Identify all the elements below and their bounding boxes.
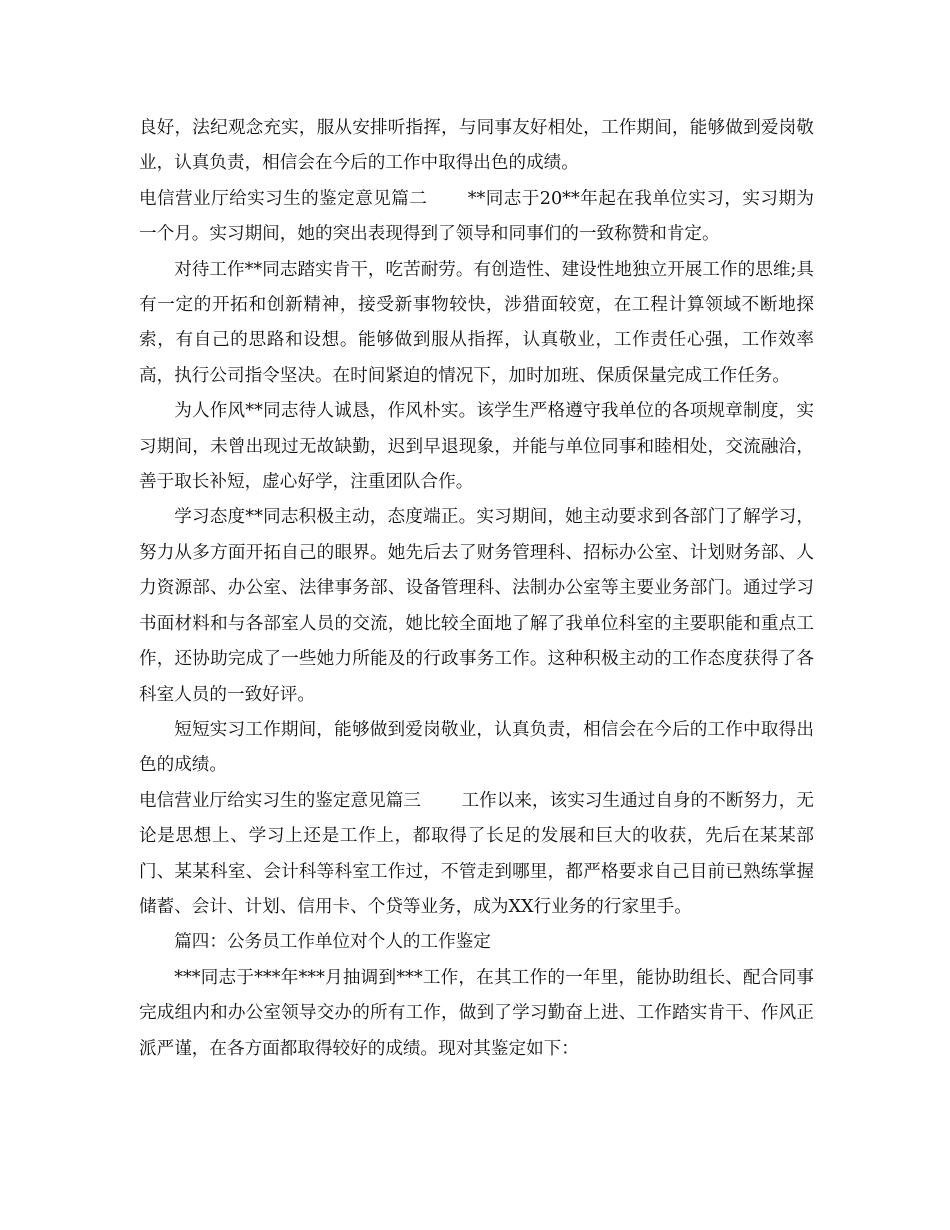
summary-paragraph — [139, 713, 814, 784]
section-heading: 电信营业厅给实习生的鉴定意见篇二 — [139, 188, 428, 209]
paragraph-text: 为人作风**同志待人诚恳，作风朴实。该学生严格遵守我单位的各项规章制度，实习期间，未曾出现过无故缺勤，迟到早退现象，并能与单位同事和睦相处，交流融洽，善于取长补短，虚心好学，注重团队合作。 — [139, 401, 814, 493]
section-heading: 电信营业厅给实习生的鉴定意见篇三 — [139, 790, 422, 811]
section-three-paragraph — [139, 784, 814, 926]
paragraph-continuation — [139, 111, 814, 182]
section-four-paragraph — [139, 961, 814, 1067]
conduct-paragraph — [139, 394, 814, 500]
section-two-paragraph — [139, 182, 814, 253]
paragraph-text: 工作以来，该实习生通过自身的不断努力，无论是思想上、学习上还是工作上，都取得了长足的发展和巨大的收获，先后在某某部门、某某科室、会计科等科室工作过，不管走到哪里，都严格要求自己目前已熟练掌握储蓄、会计、计划、信用卡、个贷等业务，成为XX行业务的行家里手。 — [139, 790, 814, 917]
paragraph-text: 良好，法纪观念充实，服从安排听指挥，与同事友好相处，工作期间，能够做到爱岗敬业，认真负责，相信会在今后的工作中取得出色的成绩。 — [139, 118, 814, 174]
learning-attitude-paragraph — [139, 500, 814, 712]
paragraph-text: ***同志于***年***月抽调到***工作，在其工作的一年里，能协助组长、配合同事完成组内和办公室领导交办的所有工作，做到了学习勤奋上进、工作踏实肯干、作风正派严谨，在各方面都取得较好的成绩。现对其鉴定如下： — [139, 967, 814, 1059]
paragraph-text: 篇四：公务员工作单位对个人的工作鉴定 — [174, 932, 491, 953]
paragraph-text: **同志于20**年起在我单位实习，实习期为一个月。实习期间，她的突出表现得到了领导和同事们的一致称赞和肯定。 — [139, 188, 814, 245]
paragraph-text: 学习态度**同志积极主动，态度端正。实习期间，她主动要求到各部门了解学习，努力从多方面开拓自己的眼界。她先后去了财务管理科、招标办公室、计划财务部、人力资源部、办公室、法律事务部、设备管理科、法制办公室等主要业务部门。通过学习书面材料和与各部室人员的交流，她比较全面地了解了我单位科室的主要职能和重点工作，还协助完成了一些她力所能及的行政事务工作。这种积极主动的工作态度获得了各科室人员的一致好评。 — [139, 507, 814, 705]
paragraph-text: 短短实习工作期间，能够做到爱岗敬业，认真负责，相信会在今后的工作中取得出色的成绩。 — [139, 719, 814, 776]
document-body — [139, 111, 814, 1067]
work-attitude-paragraph — [139, 253, 814, 395]
section-four-heading — [139, 925, 814, 960]
paragraph-text: 对待工作**同志踏实肯干，吃苦耐劳。有创造性、建设性地独立开展工作的思维;具有一定的开拓和创新精神，接受新事物较快，涉猎面较宽，在工程计算领域不断地探索，有自己的思路和设想。能够做到服从指挥，认真敬业，工作责任心强，工作效率高，执行公司指令坚决。在时间紧迫的情况下，加时加班、保质保量完成工作任务。 — [139, 259, 814, 386]
